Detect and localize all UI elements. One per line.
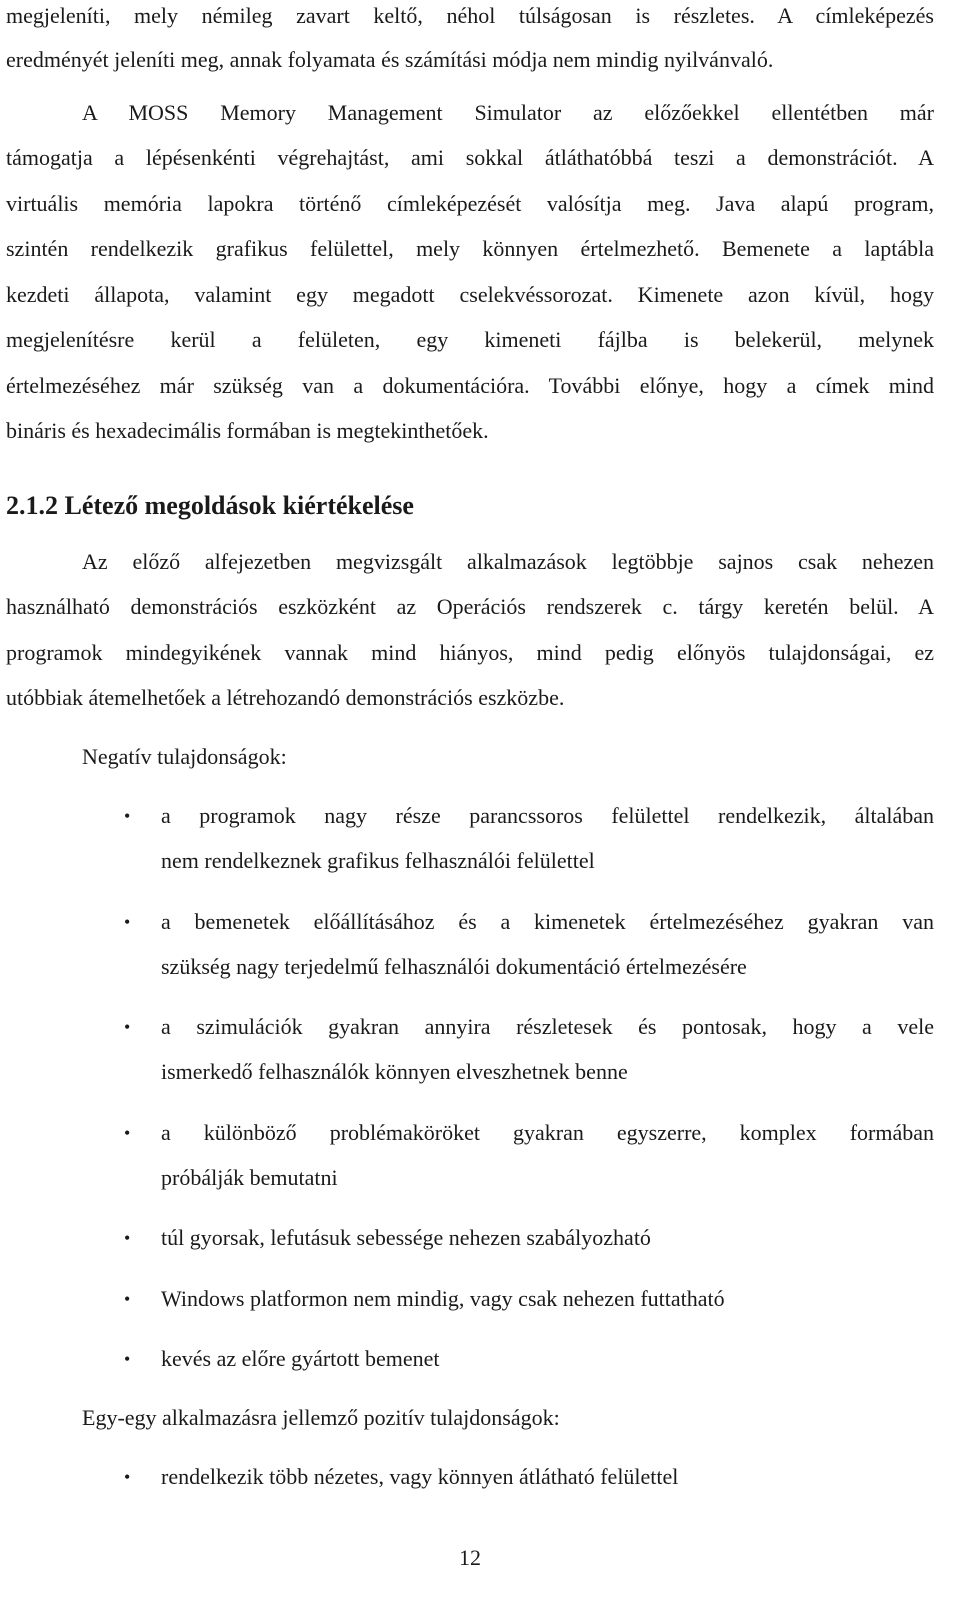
list-item-text: túl gyorsak, lefutásuk sebessége nehezen szabályozható	[161, 1225, 651, 1250]
text-line: A MOSS Memory Management Simulator az előzőekkel ellentétben már	[82, 100, 934, 125]
text-line: értelmezéséhez már szükség van a dokumentációra. További előnye, hogy a címek mind	[6, 373, 934, 398]
bullet-icon: •	[124, 806, 131, 826]
text-line: használható demonstrációs eszközként az Operációs rendszerek c. tárgy keretén belül. A	[6, 594, 934, 619]
page-number: 12	[459, 1545, 481, 1570]
list-item-text: a különböző problémaköröket gyakran egyszerre, komplex formában	[161, 1120, 934, 1145]
list-item-text: nem rendelkeznek grafikus felhasználói felülettel	[161, 848, 595, 873]
section-heading: 2.1.2 Létező megoldások kiértékelése	[6, 491, 414, 520]
list-item-text: rendelkezik több nézetes, vagy könnyen átlátható felülettel	[161, 1464, 679, 1489]
bullet-icon: •	[124, 912, 131, 932]
list-item-text: szükség nagy terjedelmű felhasználói dokumentáció értelmezésére	[161, 954, 747, 979]
text-line: Az előző alfejezetben megvizsgált alkalmazások legtöbbje sajnos csak nehezen	[82, 549, 934, 574]
list-item-text: kevés az előre gyártott bemenet	[161, 1346, 440, 1371]
list-item-text: a szimulációk gyakran annyira részletesek és pontosak, hogy a vele	[161, 1014, 934, 1039]
list-item-text: a programok nagy része parancssoros felülettel rendelkezik, általában	[161, 803, 934, 828]
text-line: bináris és hexadecimális formában is megtekinthetőek.	[6, 418, 489, 443]
text-line: szintén rendelkezik grafikus felülettel, mely könnyen értelmezhető. Bemenete a laptábla	[6, 236, 934, 261]
text-line: kezdeti állapota, valamint egy megadott cselekvéssorozat. Kimenete azon kívül, hogy	[6, 282, 934, 307]
text-line: programok mindegyikének vannak mind hiányos, mind pedig előnyös tulajdonságai, ez	[6, 640, 934, 665]
bullet-icon: •	[124, 1289, 131, 1309]
bullet-icon: •	[124, 1123, 131, 1143]
bullet-icon: •	[124, 1467, 131, 1487]
list-item-text: a bemenetek előállításához és a kimenetek értelmezéséhez gyakran van	[161, 909, 934, 934]
bullet-icon: •	[124, 1017, 131, 1037]
bullet-icon: •	[124, 1349, 131, 1369]
list-item-text: próbálják bemutatni	[161, 1165, 338, 1190]
text-line: virtuális memória lapokra történő címleképezését valósítja meg. Java alapú program,	[6, 191, 934, 216]
list-item-text: Windows platformon nem mindig, vagy csak nehezen futtatható	[161, 1286, 725, 1311]
text-line: eredményét jeleníti meg, annak folyamata és számítási módja nem mindig nyilvánvaló.	[6, 47, 774, 72]
text-line: megjeleníti, mely némileg zavart keltő, néhol túlságosan is részletes. A címleképezés	[6, 3, 934, 28]
positive-properties-label: Egy-egy alkalmazásra jellemző pozitív tulajdonságok:	[82, 1405, 560, 1430]
list-item-text: ismerkedő felhasználók könnyen elveszhetnek benne	[161, 1059, 628, 1084]
bullet-icon: •	[124, 1228, 131, 1248]
text-line: utóbbiak átemelhetőek a létrehozandó demonstrációs eszközbe.	[6, 685, 565, 710]
text-line: megjelenítésre kerül a felületen, egy kimeneti fájlba is belekerül, melynek	[6, 327, 934, 352]
negative-properties-label: Negatív tulajdonságok:	[82, 744, 287, 769]
text-line: támogatja a lépésenkénti végrehajtást, ami sokkal átláthatóbbá teszi a demonstrációt. A	[6, 145, 934, 170]
